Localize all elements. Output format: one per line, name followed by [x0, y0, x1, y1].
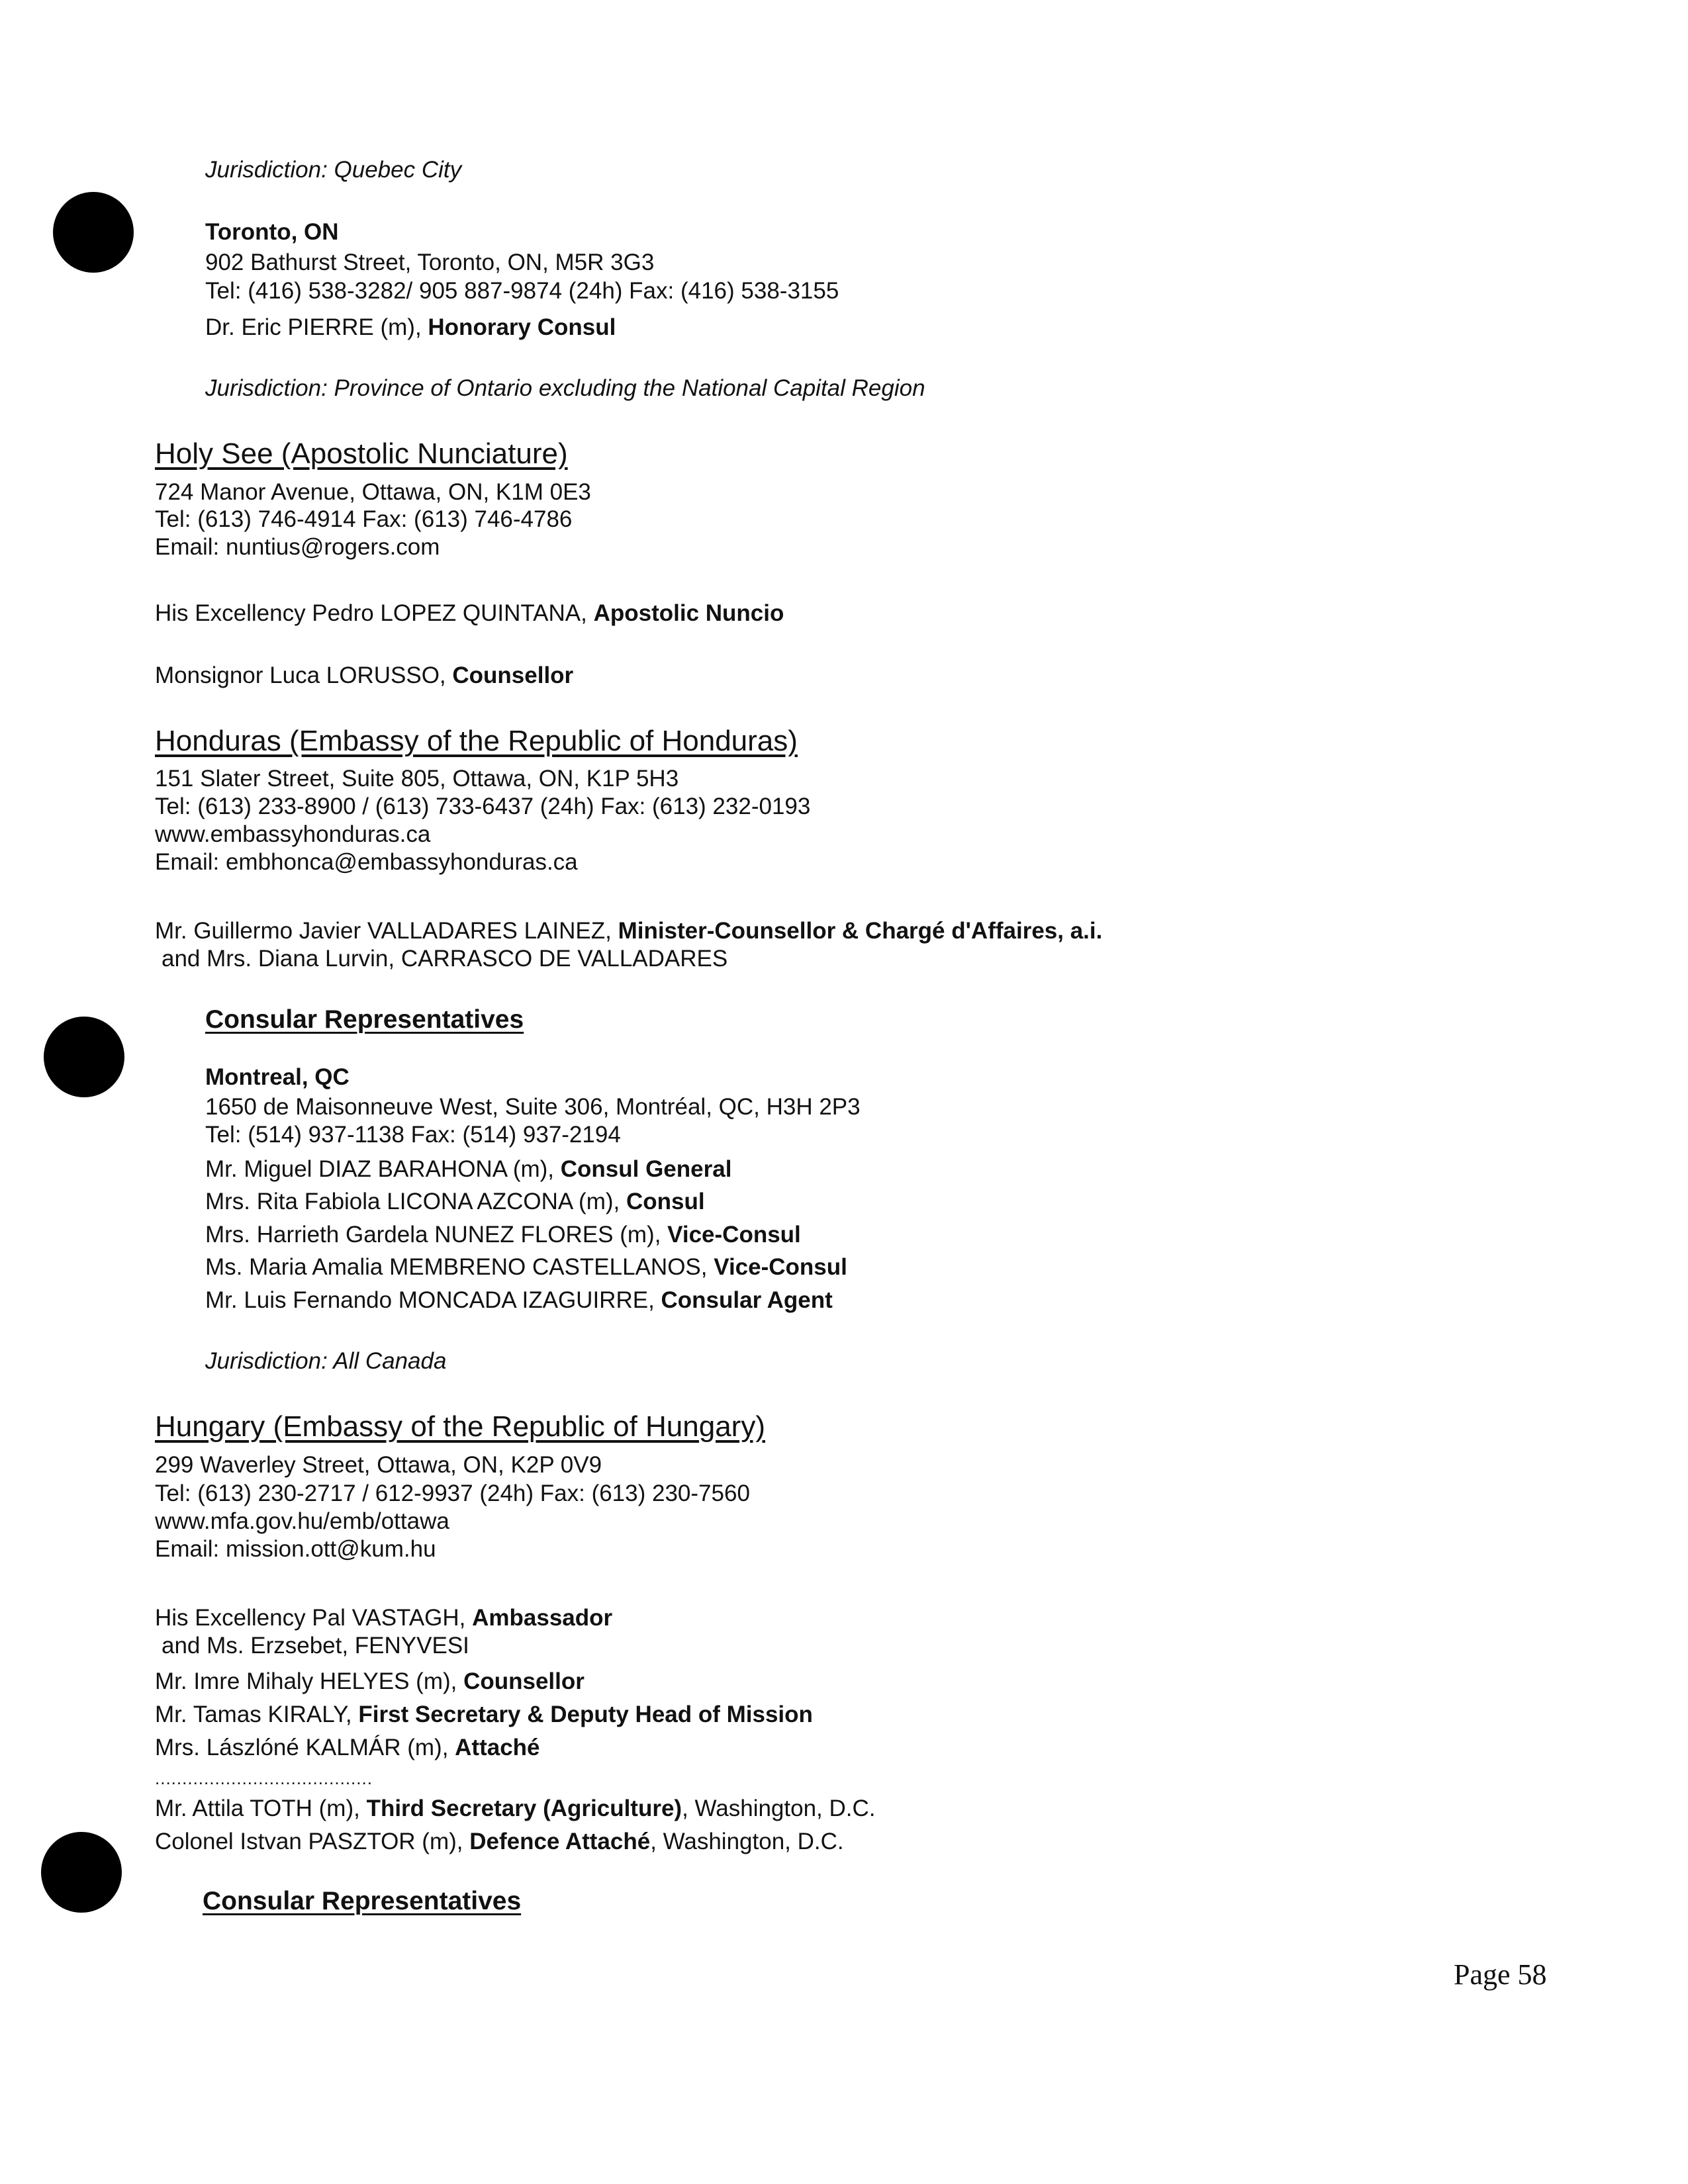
holy-see-email: Email: nuntius@rogers.com: [155, 534, 440, 560]
person-title: First Secretary & Deputy Head of Mission: [358, 1702, 813, 1727]
jurisdiction-value: Province of Ontario excluding the National Capital Region: [334, 375, 925, 401]
hungary-website: www.mfa.gov.hu/emb/ottawa: [155, 1508, 449, 1534]
person-name: Mr. Imre Mihaly HELYES (m),: [155, 1668, 464, 1694]
toronto-phones: Tel: (416) 538-3282/ 905 887-9874 (24h) Fax: (416) 538-3155: [205, 278, 839, 304]
person-title: Defence Attaché: [469, 1829, 651, 1854]
honduras-website: www.embassyhonduras.ca: [155, 821, 431, 847]
person-title: Attaché: [455, 1735, 540, 1760]
toronto-city: Toronto, ON: [205, 219, 339, 245]
montreal-staff-3: [205, 1221, 801, 1249]
hungary-address: 299 Waverley Street, Ottawa, ON, K2P 0V9: [155, 1452, 602, 1478]
holy-see-counsellor: [155, 662, 573, 690]
hungary-phones: Tel: (613) 230-2717 / 612-9937 (24h) Fax: (613) 230-7560: [155, 1480, 750, 1506]
honduras-email: Email: embhonca@embassyhonduras.ca: [155, 849, 578, 875]
person-title: Honorary Consul: [428, 314, 616, 340]
honduras-address: 151 Slater Street, Suite 805, Ottawa, ON, K1P 5H3: [155, 766, 679, 792]
person-title: Counsellor: [452, 662, 574, 688]
hungary-staff-1: [155, 1668, 585, 1696]
jurisdiction-label: Jurisdiction:: [205, 1348, 328, 1374]
toronto-address: 902 Bathurst Street, Toronto, ON, M5R 3G3: [205, 250, 655, 275]
hungary-staff-3: [155, 1734, 540, 1762]
person-name: Mrs. Harrieth Gardela NUNEZ FLORES (m),: [205, 1222, 668, 1248]
person-name: Ms. Maria Amalia MEMBRENO CASTELLANOS,: [205, 1254, 714, 1280]
honduras-phones: Tel: (613) 233-8900 / (613) 733-6437 (24h) Fax: (613) 232-0193: [155, 794, 811, 819]
hungary-remote-staff-2: [155, 1828, 844, 1856]
montreal-phones: Tel: (514) 937-1138 Fax: (514) 937-2194: [205, 1122, 621, 1148]
person-title: Vice-Consul: [667, 1222, 801, 1248]
hungary-consular-heading: Consular Representatives: [203, 1887, 522, 1915]
montreal-jurisdiction: [205, 1347, 446, 1375]
person-location: , Washington, D.C.: [682, 1796, 876, 1821]
person-title: Ambassador: [472, 1605, 613, 1631]
montreal-staff-4: [205, 1253, 847, 1281]
toronto-jurisdiction: [205, 375, 925, 402]
holy-see-nuncio: [155, 600, 784, 627]
person-title: Counsellor: [463, 1668, 585, 1694]
jurisdiction-label: Jurisdiction:: [205, 375, 328, 401]
holy-see-phones: Tel: (613) 746-4914 Fax: (613) 746-4786: [155, 506, 573, 532]
quebec-jurisdiction: [205, 156, 461, 184]
person-title: Minister-Counsellor & Chargé d'Affaires, a.i.: [618, 918, 1103, 944]
person-name: Colonel Istvan PASZTOR (m),: [155, 1829, 470, 1854]
person-name: Mr. Guillermo Javier VALLADARES LAINEZ,: [155, 918, 618, 944]
binder-hole-bottom: [41, 1832, 122, 1913]
page-number: Page 58: [1454, 1958, 1547, 1991]
person-location: , Washington, D.C.: [650, 1829, 844, 1854]
person-name: Mrs. Lászlóné KALMÁR (m),: [155, 1735, 455, 1760]
person-title: Consul: [626, 1189, 705, 1214]
montreal-staff-5: [205, 1287, 833, 1314]
hungary-heading: Hungary (Embassy of the Republic of Hungary): [155, 1410, 765, 1443]
person-name: Mr. Attila TOTH (m),: [155, 1796, 367, 1821]
person-name: Monsignor Luca LORUSSO,: [155, 662, 453, 688]
honduras-charge-daffaires: [155, 917, 1102, 945]
jurisdiction-label: Jurisdiction:: [205, 157, 328, 183]
jurisdiction-value: All Canada: [333, 1348, 447, 1374]
binder-hole-top: [53, 192, 134, 273]
hungary-ambassador: [155, 1604, 612, 1632]
toronto-consul: [205, 314, 616, 341]
person-name: His Excellency Pedro LOPEZ QUINTANA,: [155, 600, 594, 626]
person-name: Mr. Tamas KIRALY,: [155, 1702, 359, 1727]
person-name: His Excellency Pal VASTAGH,: [155, 1605, 473, 1631]
montreal-staff-2: [205, 1188, 705, 1216]
person-name: Mr. Luis Fernando MONCADA IZAGUIRRE,: [205, 1287, 661, 1313]
dotted-separator: ........................................: [155, 1768, 373, 1788]
montreal-city: Montreal, QC: [205, 1064, 350, 1090]
hungary-staff-2: [155, 1701, 813, 1729]
honduras-consular-heading: Consular Representatives: [205, 1005, 524, 1034]
hungary-spouse: and Ms. Erzsebet, FENYVESI: [162, 1633, 469, 1659]
person-name: Mrs. Rita Fabiola LICONA AZCONA (m),: [205, 1189, 626, 1214]
montreal-address: 1650 de Maisonneuve West, Suite 306, Montréal, QC, H3H 2P3: [205, 1094, 861, 1120]
holy-see-address: 724 Manor Avenue, Ottawa, ON, K1M 0E3: [155, 479, 591, 505]
person-name: Dr. Eric PIERRE (m),: [205, 314, 428, 340]
honduras-spouse: and Mrs. Diana Lurvin, CARRASCO DE VALLADARES: [162, 946, 728, 972]
person-title: Apostolic Nuncio: [593, 600, 784, 626]
jurisdiction-value: Quebec City: [334, 157, 462, 183]
person-title: Third Secretary (Agriculture): [366, 1796, 682, 1821]
honduras-heading: Honduras (Embassy of the Republic of Honduras): [155, 725, 798, 757]
person-title: Consular Agent: [661, 1287, 833, 1313]
hungary-remote-staff-1: [155, 1795, 876, 1823]
hungary-email: Email: mission.ott@kum.hu: [155, 1536, 436, 1562]
person-title: Consul General: [560, 1156, 732, 1182]
person-title: Vice-Consul: [714, 1254, 847, 1280]
montreal-staff-1: [205, 1156, 731, 1183]
binder-hole-middle: [44, 1017, 124, 1097]
holy-see-heading: Holy See (Apostolic Nunciature): [155, 437, 568, 470]
person-name: Mr. Miguel DIAZ BARAHONA (m),: [205, 1156, 561, 1182]
